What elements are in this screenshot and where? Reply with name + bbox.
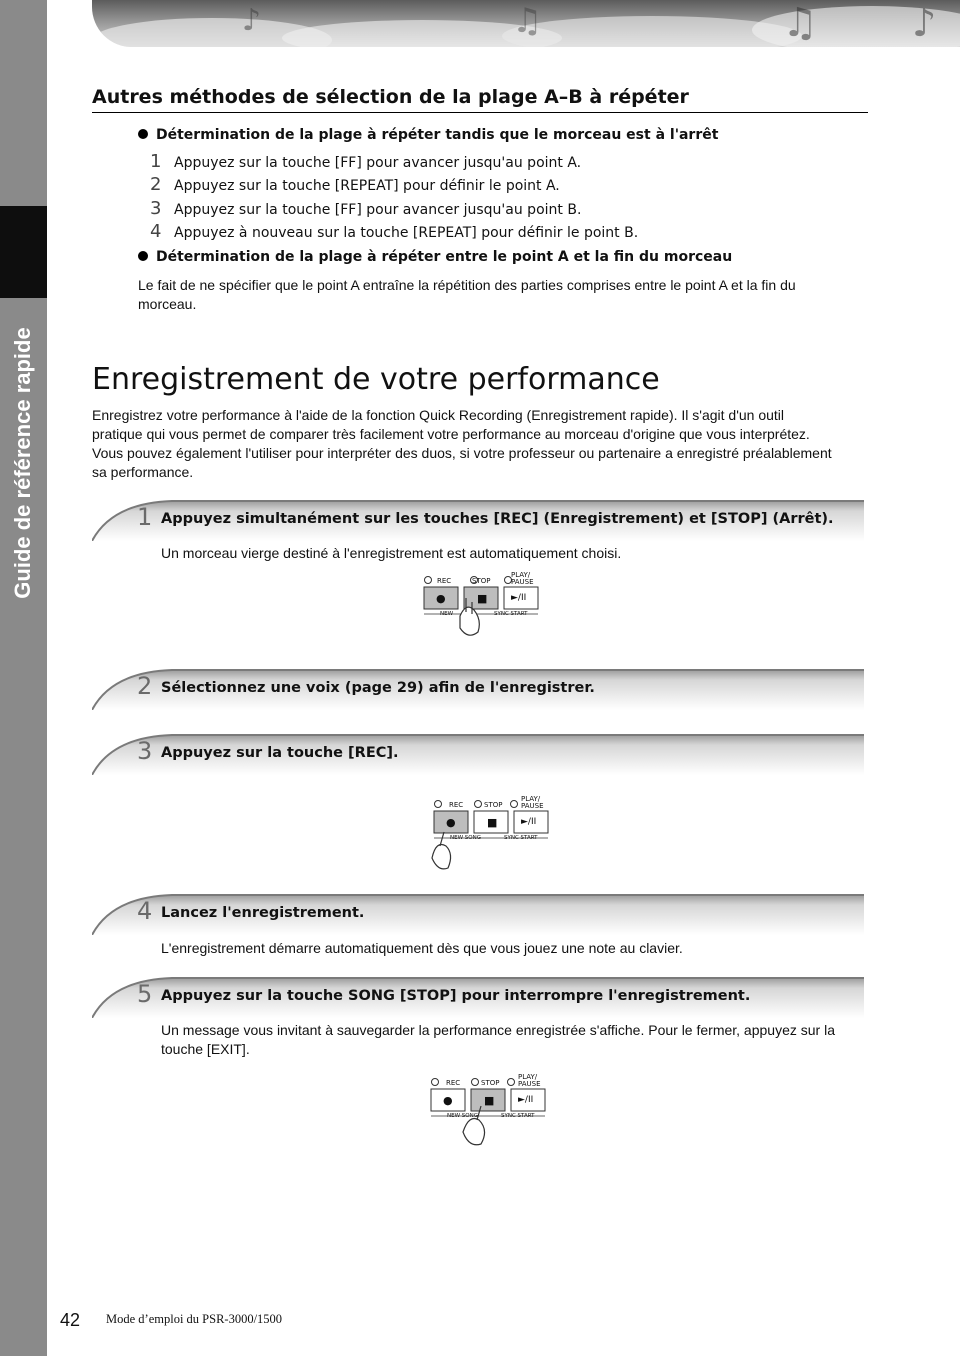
section-title: Autres méthodes de sélection de la plage A–B à répéter [92, 86, 868, 113]
step-title: Appuyez sur la touche SONG [STOP] pour interrompre l'enregistrement. [161, 988, 751, 1004]
stop-button[interactable]: ■ [487, 816, 498, 829]
sync-start-label: SYNC START [504, 835, 538, 841]
pause-label: PAUSE [521, 802, 544, 810]
play-label: PLAY/ [521, 795, 541, 803]
play-label: PLAY/ [518, 1073, 538, 1081]
new-song-label: NEW SONG [447, 1113, 478, 1119]
side-tab-marker [0, 206, 47, 298]
new-song-label: NEW SONG [450, 835, 481, 841]
body-line: Le fait de ne spécifier que le point A entraîne la répétition des parties comprises entre le point A et la fin du [138, 277, 796, 293]
rec-label: REC [446, 1079, 461, 1087]
step-number: 3 [150, 198, 162, 219]
method-1-heading [138, 127, 718, 143]
step-text: Appuyez sur la touche [REPEAT] pour définir le point A. [174, 178, 560, 194]
step-number: 4 [137, 897, 153, 925]
svg-text:♫: ♫ [512, 1, 543, 41]
step-number: 4 [150, 221, 162, 242]
rec-label: REC [449, 801, 464, 809]
method-1-step [150, 198, 581, 219]
side-tab [0, 298, 47, 628]
svg-text:♫: ♫ [782, 0, 818, 46]
intro-paragraph [92, 406, 868, 482]
step-5-description [161, 1021, 868, 1059]
bullet-icon [138, 129, 148, 139]
intro-line: Vous pouvez également l'utiliser pour interpréter des duos, si votre professeur ou partenaire a enregistré préalablement [92, 445, 832, 461]
play-pause-button[interactable]: ►/II [521, 817, 537, 827]
description-line: Un message vous invitant à sauvegarder la performance enregistrée s'affiche. Pour le fermer, appuyez sur la [161, 1022, 835, 1038]
stop-label: STOP [481, 1079, 500, 1087]
step-4-description: L'enregistrement démarre automatiquement dès que vous jouez une note au clavier. [161, 940, 683, 956]
page-title: Enregistrement de votre performance [92, 362, 660, 397]
step-text: Appuyez à nouveau sur la touche [REPEAT] pour définir le point B. [174, 225, 639, 241]
sync-start-label: SYNC START [494, 611, 528, 617]
step-number: 1 [150, 151, 162, 172]
step-4-header [92, 893, 864, 935]
svg-text:♪: ♪ [242, 3, 262, 38]
step-3-header [92, 733, 864, 775]
description-line: touche [EXIT]. [161, 1041, 250, 1057]
bullet-icon [138, 251, 148, 261]
step-text: Appuyez sur la touche [FF] pour avancer jusqu'au point B. [174, 202, 582, 218]
rec-label: REC [437, 577, 452, 585]
step-title: Appuyez sur la touche [REC]. [161, 745, 399, 761]
step-text: Appuyez sur la touche [FF] pour avancer jusqu'au point A. [174, 155, 582, 171]
play-label: PLAY/ [511, 571, 531, 579]
intro-line: Enregistrez votre performance à l'aide de la fonction Quick Recording (Enregistrement rapide). Il s'agit d'un outil [92, 407, 785, 423]
method-1-step [150, 221, 638, 242]
control-panel-illustration [430, 794, 570, 864]
rec-button[interactable]: ● [446, 816, 456, 829]
play-pause-button[interactable]: ►/II [518, 1095, 534, 1105]
method-1-heading-text: Détermination de la plage à répéter tandis que le morceau est à l'arrêt [156, 127, 719, 143]
pause-label: PAUSE [518, 1080, 541, 1088]
stop-button[interactable]: ■ [477, 592, 488, 605]
method-2-heading [138, 249, 732, 265]
step-title: Sélectionnez une voix (page 29) afin de l'enregistrer. [161, 680, 595, 696]
stop-label: STOP [472, 577, 491, 585]
sync-start-label: SYNC START [501, 1113, 535, 1119]
step-number: 5 [137, 980, 153, 1008]
new-song-label: NEW [440, 611, 454, 617]
intro-line: pratique qui vous permet de comparer très facilement votre performance au morceau d'origine que vous interprétez. [92, 426, 810, 442]
step-1-description: Un morceau vierge destiné à l'enregistrement est automatiquement choisi. [161, 545, 622, 561]
stop-label: STOP [484, 801, 503, 809]
step-title: Appuyez simultanément sur les touches [REC] (Enregistrement) et [STOP] (Arrêt). [161, 511, 834, 527]
method-1-step [150, 174, 560, 195]
step-5-header [92, 976, 864, 1018]
step-number: 2 [150, 174, 162, 195]
intro-line: sa performance. [92, 464, 194, 480]
header-banner [92, 0, 960, 47]
play-pause-button[interactable]: ►/II [511, 593, 527, 603]
header-banner-decoration [92, 0, 960, 47]
side-tab-label: Guide de référence rapide [10, 327, 35, 599]
step-number: 1 [137, 503, 153, 531]
step-title: Lancez l'enregistrement. [161, 905, 365, 921]
stop-button[interactable]: ■ [484, 1094, 495, 1107]
manual-title: Mode d’emploi du PSR-3000/1500 [106, 1312, 283, 1326]
step-number: 3 [137, 737, 153, 765]
control-panel-illustration [420, 570, 560, 640]
method-2-heading-text: Détermination de la plage à répéter entre le point A et la fin du morceau [156, 249, 733, 265]
method-2-body [138, 276, 868, 314]
body-line: morceau. [138, 296, 197, 312]
step-number: 2 [137, 672, 153, 700]
page-number: 42 [60, 1310, 81, 1330]
method-1-step [150, 151, 581, 172]
step-1-header [92, 499, 864, 541]
side-tab-bar [0, 0, 47, 1356]
pause-label: PAUSE [511, 578, 534, 586]
svg-text:♪: ♪ [912, 1, 937, 45]
step-2-header [92, 668, 864, 710]
control-panel-illustration [427, 1072, 567, 1142]
rec-button[interactable]: ● [443, 1094, 453, 1107]
rec-button[interactable]: ● [436, 592, 446, 605]
